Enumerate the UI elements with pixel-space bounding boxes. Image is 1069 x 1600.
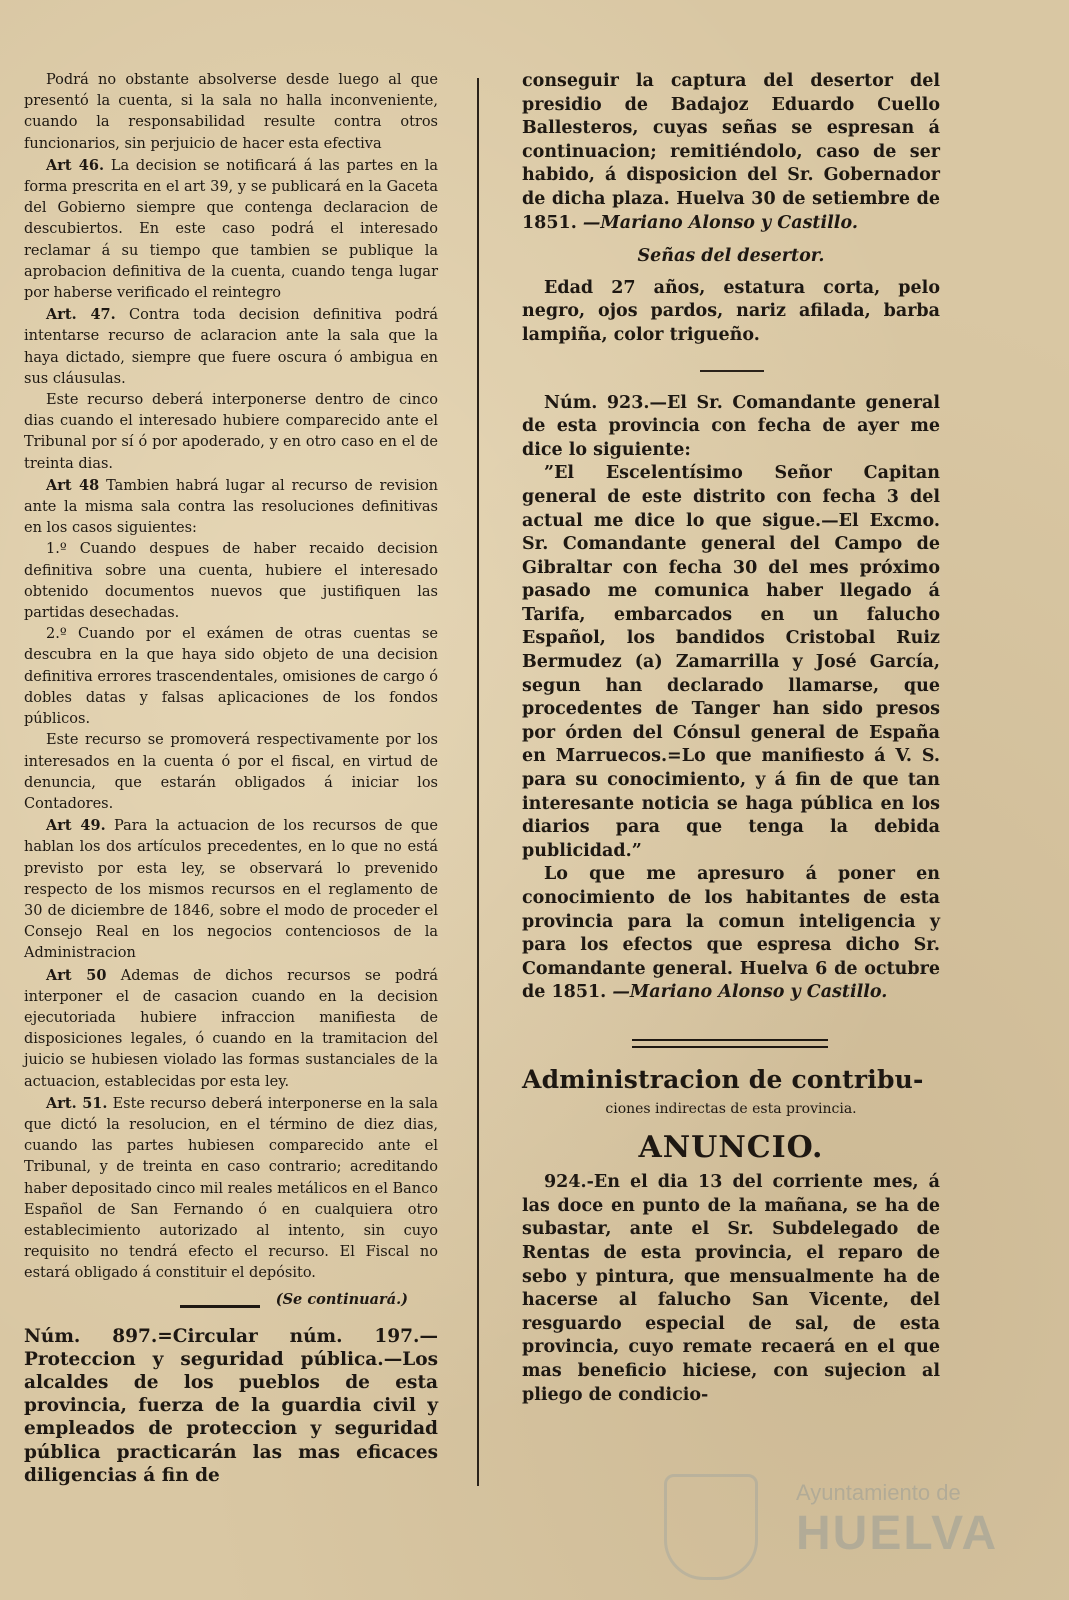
case-1 bbox=[24, 539, 438, 624]
conclusion-text: Lo que me apresuro á poner en conocimiento de los habitantes de esta provincia para la comun inteligencia y para los efectos que espresa dicho Sr. Comandante general. Huelva 6 de octubre de 1851. —Mariano Alonso y Castillo. bbox=[522, 864, 940, 1003]
paragraph-promovera: Este recurso se promoverá respectivamente por los interesados en la cuenta ó por el fiscal, en virtud de denuncia, que estarán obligados á iniciar los Contadores. bbox=[24, 732, 438, 812]
signature: —Mariano Alonso y Castillo. bbox=[582, 212, 858, 233]
notice-923: Núm. 923.—El Sr. Comandante general de esta provincia con fecha de ayer me dice lo siguiente: bbox=[522, 392, 940, 460]
case-label: 2.º bbox=[46, 626, 67, 643]
article-50 bbox=[24, 965, 438, 1093]
article-49 bbox=[24, 815, 438, 964]
anuncio-heading: ANUNCIO. bbox=[638, 1129, 824, 1165]
watermark-line2: HUELVA bbox=[796, 1507, 999, 1560]
paragraph-recurso: Este recurso deberá interponerse dentro de cinco dias cuando el interesado hubiere comparecido ante el Tribunal por sí ó por apoderado, y en otro caso en el de treinta dias. bbox=[24, 392, 438, 472]
case-text: Cuando por el exámen de otras cuentas se descubra en la que haya sido objeto de una decision definitiva errores trascendentales, omisiones de cargo ó dobles datas y falsas aplicaciones de los fondos públicos. bbox=[24, 626, 439, 728]
senas-text: Edad 27 años, estatura corta, pelo negro, ojos pardos, nariz afilada, barba lampiña, color trigueño. bbox=[522, 277, 940, 345]
circular-continuation: conseguir la captura del desertor del presidio de Badajoz Eduardo Cuello Ballesteros, cuyas señas se espresan á continuacion; remitiéndolo, caso de ser habido, á disposicion del Sr. Gobernador de dicha plaza. Huelva 30 de setiembre de 1851. —Mariano Alonso y Castillo. bbox=[522, 71, 940, 233]
anuncio-text: 924.-En el dia 13 del corriente mes, á las doce en punto de la mañana, se ha de subastar, ante el Sr. Subdelegado de Rentas de esta provincia, el reparo de sebo y pintura, que mensualmente ha de hacerse al falucho San Vicente, del resguardo especial de sal, de esta provincia, cuyo remate recaerá en el que mas beneficio hiciese, con sujecion al pliego de condicio- bbox=[522, 1172, 940, 1405]
article-text: Este recurso deberá interponerse en la sala que dictó la resolucion, en el término de diez dias, cuando las partes hubiesen comparecido ante el Tribunal, y de treinta en caso contrario; acreditando haber depositado cinco mil reales metálicos en el Banco Español de San Fernando ó en cualquiera otro establecimiento autorizado al intento, sin cuyo requisito no tendrá efecto el recurso. El Fiscal no estará obligado á constituir el depósito. bbox=[24, 1095, 438, 1282]
article-46 bbox=[24, 155, 438, 304]
case-label: 1.º bbox=[46, 541, 67, 558]
admin-title: Administracion de contribu- bbox=[522, 1064, 924, 1094]
watermark-line1: Ayuntamiento de bbox=[796, 1480, 961, 1505]
case-2 bbox=[24, 624, 438, 730]
article-label: Art 50 bbox=[46, 966, 107, 984]
continued-note: (Se continuará.) bbox=[275, 1290, 408, 1308]
article-51 bbox=[24, 1093, 438, 1285]
circular-897: Núm. 897.=Circular núm. 197.—Proteccion y seguridad pública.—Los alcaldes de los pueblos de esta provincia, fuerza de la guardia civil y empleados de proteccion y seguridad pública practicarán las mas eficaces diligencias á fin de bbox=[24, 1325, 438, 1486]
column-divider bbox=[477, 78, 479, 1486]
article-label: Art 48 bbox=[46, 476, 100, 494]
left-column bbox=[24, 70, 438, 1487]
case-text: Cuando despues de haber recaido decision definitiva sobre una cuenta, hubiere el interesado obtenido documentos nuevos que justifiquen las partidas desechadas. bbox=[24, 541, 438, 622]
short-rule bbox=[180, 1305, 260, 1308]
admin-subtitle: ciones indirectas de esta provincia. bbox=[605, 1100, 857, 1117]
article-47 bbox=[24, 304, 438, 390]
separator bbox=[700, 370, 764, 372]
continuation-row bbox=[24, 1289, 438, 1319]
article-text: La decision se notificará á las partes en la forma prescrita en el art 39, y se publicará en la Gaceta del Gobierno siempre que contenga declaracion de descubiertos. En este caso podrá el interesado reclamar á su tiempo que tambien se publique la aprobacion definitiva de la cuenta, cuando tenga lugar por haberse verificado el reintegro bbox=[24, 157, 439, 302]
paragraph-intro: Podrá no obstante absolverse desde luego al que presentó la cuenta, si la sala no halla inconveniente, cuando la responsabilidad resulte contra otros funcionarios, sin perjuicio de hacer esta efectiva bbox=[24, 72, 438, 152]
article-label: Art. 51. bbox=[46, 1094, 108, 1112]
article-text: Para la actuacion de los recursos de que hablan los dos artículos precedentes, en lo que no está previsto por esta ley, se observará lo prevenido respecto de los mismos recursos en el reglamento de 30 de diciembre de 1846, sobre el modo de proceder el Consejo Real en los negocios contenciosos de la Administracion bbox=[24, 818, 438, 962]
article-label: Art 46. bbox=[46, 156, 105, 174]
ayuntamiento-watermark bbox=[664, 1474, 1004, 1578]
signature: —Mariano Alonso y Castillo. bbox=[612, 982, 888, 1003]
article-text: Ademas de dichos recursos se podrá interponer el de casacion cuando en la decision ejecutoriada hubiere infraccion manifiesta de disposiciones legales, ó cuando en la tramitacion del juicio se hubiesen violado las formas sustanciales de la actuacion, establecidas por esta ley. bbox=[24, 967, 438, 1090]
article-label: Art 49. bbox=[46, 817, 106, 835]
senas-title: Señas del desertor. bbox=[637, 246, 825, 267]
double-rule bbox=[632, 1039, 828, 1048]
article-text: Contra toda decision definitiva podrá intentarse recurso de aclaracion ante la sala que la haya dictado, siempre que fuere oscura ó ambigua en sus cláusulas. bbox=[24, 307, 439, 387]
seal-icon bbox=[664, 1474, 758, 1580]
article-label: Art. 47. bbox=[46, 306, 116, 324]
right-column bbox=[522, 70, 940, 1407]
quote-text: ”El Escelentísimo Señor Capitan general de este distrito con fecha 3 del actual me dice lo que sigue.—El Excmo. Sr. Comandante general del Campo de Gibraltar con fecha 30 del mes próximo pasado me comunica haber llegado á Tarifa, embarcados en un falucho Español, los bandidos Cristobal Ruiz Bermudez (a) Zamarrilla y José García, segun han declarado llamarse, que procedentes de Tanger han sido presos por órden del Cónsul general de España en Marruecos.=Lo que manifiesto á V. S. para su conocimiento, y á fin de que tan interesante noticia se haga pública en los diarios para que tenga la debida publicidad.” bbox=[522, 463, 940, 861]
article-text: Tambien habrá lugar al recurso de revision ante la misma sala contra las resoluciones definitivas en los casos siguientes: bbox=[24, 477, 438, 537]
article-48 bbox=[24, 475, 438, 540]
